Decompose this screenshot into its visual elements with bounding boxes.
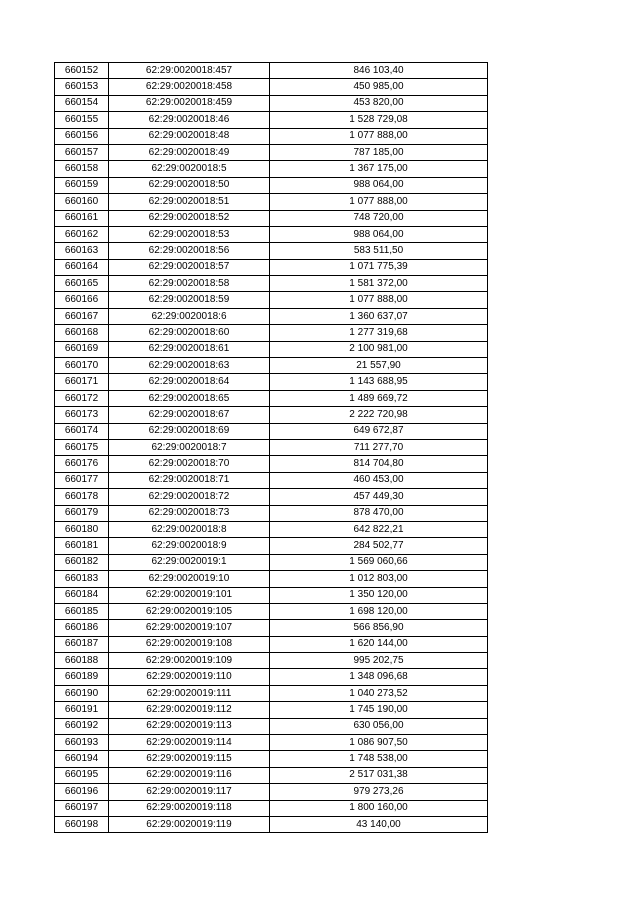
cadastral-number-cell: 62:29:0020018:69: [109, 423, 270, 439]
cadastral-number-cell: 62:29:0020018:61: [109, 341, 270, 357]
row-number-cell: 660196: [55, 784, 109, 800]
row-number-cell: 660154: [55, 95, 109, 111]
cadastral-number-cell: 62:29:0020019:10: [109, 571, 270, 587]
cadastral-value-cell: 979 273,26: [270, 784, 488, 800]
cadastral-number-cell: 62:29:0020018:65: [109, 390, 270, 406]
table-row: [55, 95, 488, 111]
cadastral-number-cell: 62:29:0020019:108: [109, 636, 270, 652]
table-row: [55, 718, 488, 734]
cadastral-value-cell: 649 672,87: [270, 423, 488, 439]
cadastral-value-cell: 988 064,00: [270, 226, 488, 242]
cadastral-value-cell: 1 698 120,00: [270, 603, 488, 619]
row-number-cell: 660181: [55, 538, 109, 554]
row-number-cell: 660157: [55, 144, 109, 160]
row-number-cell: 660182: [55, 554, 109, 570]
table-row: [55, 735, 488, 751]
table-row: [55, 620, 488, 636]
cadastral-value-cell: 453 820,00: [270, 95, 488, 111]
table-row: [55, 358, 488, 374]
row-number-cell: 660184: [55, 587, 109, 603]
cadastral-number-cell: 62:29:0020019:107: [109, 620, 270, 636]
row-number-cell: 660160: [55, 194, 109, 210]
cadastral-value-cell: 1 077 888,00: [270, 194, 488, 210]
cadastral-value-cell: 284 502,77: [270, 538, 488, 554]
row-number-cell: 660190: [55, 685, 109, 701]
cadastral-value-cell: 1 489 669,72: [270, 390, 488, 406]
row-number-cell: 660187: [55, 636, 109, 652]
cadastral-value-cell: 642 822,21: [270, 521, 488, 537]
table-row: [55, 210, 488, 226]
row-number-cell: 660168: [55, 325, 109, 341]
cadastral-number-cell: 62:29:0020019:113: [109, 718, 270, 734]
row-number-cell: 660164: [55, 259, 109, 275]
cadastral-number-cell: 62:29:0020019:110: [109, 669, 270, 685]
cadastral-number-cell: 62:29:0020019:116: [109, 767, 270, 783]
cadastral-number-cell: 62:29:0020018:8: [109, 521, 270, 537]
row-number-cell: 660161: [55, 210, 109, 226]
cadastral-number-cell: 62:29:0020019:117: [109, 784, 270, 800]
cadastral-number-cell: 62:29:0020018:457: [109, 63, 270, 79]
row-number-cell: 660192: [55, 718, 109, 734]
cadastral-number-cell: 62:29:0020019:109: [109, 653, 270, 669]
table-row: [55, 177, 488, 193]
cadastral-value-cell: 2 517 031,38: [270, 767, 488, 783]
table-row: [55, 816, 488, 832]
cadastral-number-cell: 62:29:0020019:119: [109, 816, 270, 832]
cadastral-number-cell: 62:29:0020019:1: [109, 554, 270, 570]
row-number-cell: 660169: [55, 341, 109, 357]
row-number-cell: 660177: [55, 472, 109, 488]
table-row: [55, 128, 488, 144]
table-row: [55, 390, 488, 406]
row-number-cell: 660183: [55, 571, 109, 587]
row-number-cell: 660153: [55, 79, 109, 95]
table-row: [55, 489, 488, 505]
table-row: [55, 112, 488, 128]
row-number-cell: 660175: [55, 439, 109, 455]
row-number-cell: 660174: [55, 423, 109, 439]
row-number-cell: 660186: [55, 620, 109, 636]
row-number-cell: 660185: [55, 603, 109, 619]
cadastral-number-cell: 62:29:0020019:118: [109, 800, 270, 816]
table-row: [55, 325, 488, 341]
cadastral-value-cell: 846 103,40: [270, 63, 488, 79]
cadastral-value-cell: 2 222 720,98: [270, 407, 488, 423]
cadastral-number-cell: 62:29:0020018:57: [109, 259, 270, 275]
cadastral-value-cell: 814 704,80: [270, 456, 488, 472]
row-number-cell: 660176: [55, 456, 109, 472]
cadastral-number-cell: 62:29:0020018:72: [109, 489, 270, 505]
cadastral-number-cell: 62:29:0020018:63: [109, 358, 270, 374]
table-row: [55, 439, 488, 455]
cadastral-number-cell: 62:29:0020018:58: [109, 276, 270, 292]
table-row: [55, 144, 488, 160]
cadastral-value-cell: 1 360 637,07: [270, 308, 488, 324]
table-row: [55, 423, 488, 439]
row-number-cell: 660158: [55, 161, 109, 177]
cadastral-number-cell: 62:29:0020018:50: [109, 177, 270, 193]
cadastral-number-cell: 62:29:0020018:48: [109, 128, 270, 144]
row-number-cell: 660156: [55, 128, 109, 144]
cadastral-value-cell: 1 350 120,00: [270, 587, 488, 603]
row-number-cell: 660188: [55, 653, 109, 669]
cadastral-value-cell: 460 453,00: [270, 472, 488, 488]
cadastral-value-cell: 1 528 729,08: [270, 112, 488, 128]
table-row: [55, 603, 488, 619]
row-number-cell: 660159: [55, 177, 109, 193]
row-number-cell: 660191: [55, 702, 109, 718]
cadastral-number-cell: 62:29:0020018:56: [109, 243, 270, 259]
cadastral-number-cell: 62:29:0020018:7: [109, 439, 270, 455]
row-number-cell: 660171: [55, 374, 109, 390]
cadastral-number-cell: 62:29:0020018:70: [109, 456, 270, 472]
table-row: [55, 292, 488, 308]
cadastral-value-cell: 457 449,30: [270, 489, 488, 505]
cadastral-value-cell: 43 140,00: [270, 816, 488, 832]
cadastral-value-cell: 2 100 981,00: [270, 341, 488, 357]
row-number-cell: 660172: [55, 390, 109, 406]
table-row: [55, 276, 488, 292]
row-number-cell: 660178: [55, 489, 109, 505]
cadastral-number-cell: 62:29:0020018:53: [109, 226, 270, 242]
table-row: [55, 587, 488, 603]
cadastral-value-cell: 711 277,70: [270, 439, 488, 455]
cadastral-number-cell: 62:29:0020019:114: [109, 735, 270, 751]
cadastral-value-cell: 1 620 144,00: [270, 636, 488, 652]
table-row: [55, 243, 488, 259]
cadastral-number-cell: 62:29:0020019:101: [109, 587, 270, 603]
table-row: [55, 751, 488, 767]
cadastral-number-cell: 62:29:0020018:458: [109, 79, 270, 95]
cadastral-value-cell: 21 557,90: [270, 358, 488, 374]
cadastral-number-cell: 62:29:0020018:459: [109, 95, 270, 111]
row-number-cell: 660163: [55, 243, 109, 259]
cadastral-number-cell: 62:29:0020018:5: [109, 161, 270, 177]
row-number-cell: 660180: [55, 521, 109, 537]
table-row: [55, 669, 488, 685]
cadastral-value-cell: 1 040 273,52: [270, 685, 488, 701]
row-number-cell: 660166: [55, 292, 109, 308]
table-row: [55, 505, 488, 521]
cadastral-value-table: [54, 62, 488, 833]
table-row: [55, 685, 488, 701]
table-row: [55, 767, 488, 783]
cadastral-value-cell: 1 143 688,95: [270, 374, 488, 390]
cadastral-value-cell: 450 985,00: [270, 79, 488, 95]
table-row: [55, 800, 488, 816]
cadastral-value-cell: 1 367 175,00: [270, 161, 488, 177]
table-row: [55, 308, 488, 324]
cadastral-value-cell: 1 569 060,66: [270, 554, 488, 570]
cadastral-value-cell: 748 720,00: [270, 210, 488, 226]
cadastral-value-cell: 995 202,75: [270, 653, 488, 669]
cadastral-value-cell: 1 581 372,00: [270, 276, 488, 292]
table-row: [55, 554, 488, 570]
table-row: [55, 784, 488, 800]
row-number-cell: 660194: [55, 751, 109, 767]
table-row: [55, 407, 488, 423]
table-row: [55, 79, 488, 95]
cadastral-number-cell: 62:29:0020018:49: [109, 144, 270, 160]
cadastral-number-cell: 62:29:0020018:73: [109, 505, 270, 521]
row-number-cell: 660193: [55, 735, 109, 751]
cadastral-number-cell: 62:29:0020018:46: [109, 112, 270, 128]
row-number-cell: 660198: [55, 816, 109, 832]
cadastral-number-cell: 62:29:0020019:115: [109, 751, 270, 767]
cadastral-value-cell: 1 748 538,00: [270, 751, 488, 767]
cadastral-number-cell: 62:29:0020019:111: [109, 685, 270, 701]
table-row: [55, 341, 488, 357]
cadastral-number-cell: 62:29:0020018:67: [109, 407, 270, 423]
cadastral-value-cell: 1 745 190,00: [270, 702, 488, 718]
cadastral-value-cell: 1 086 907,50: [270, 735, 488, 751]
table-row: [55, 161, 488, 177]
cadastral-value-cell: 1 077 888,00: [270, 292, 488, 308]
cadastral-number-cell: 62:29:0020018:51: [109, 194, 270, 210]
table-row: [55, 636, 488, 652]
cadastral-number-cell: 62:29:0020018:6: [109, 308, 270, 324]
cadastral-value-cell: 1 071 775,39: [270, 259, 488, 275]
table-row: [55, 653, 488, 669]
cadastral-value-cell: 583 511,50: [270, 243, 488, 259]
table-row: [55, 226, 488, 242]
table-row: [55, 259, 488, 275]
cadastral-value-cell: 1 348 096,68: [270, 669, 488, 685]
row-number-cell: 660165: [55, 276, 109, 292]
cadastral-value-cell: 630 056,00: [270, 718, 488, 734]
table-row: [55, 538, 488, 554]
table-row: [55, 194, 488, 210]
row-number-cell: 660195: [55, 767, 109, 783]
cadastral-value-cell: 566 856,90: [270, 620, 488, 636]
cadastral-number-cell: 62:29:0020018:52: [109, 210, 270, 226]
row-number-cell: 660152: [55, 63, 109, 79]
table-row: [55, 702, 488, 718]
row-number-cell: 660189: [55, 669, 109, 685]
cadastral-value-cell: 1 277 319,68: [270, 325, 488, 341]
row-number-cell: 660167: [55, 308, 109, 324]
cadastral-value-cell: 988 064,00: [270, 177, 488, 193]
cadastral-number-cell: 62:29:0020019:105: [109, 603, 270, 619]
cadastral-value-cell: 1 077 888,00: [270, 128, 488, 144]
table-row: [55, 456, 488, 472]
cadastral-number-cell: 62:29:0020018:71: [109, 472, 270, 488]
row-number-cell: 660155: [55, 112, 109, 128]
cadastral-value-cell: 878 470,00: [270, 505, 488, 521]
table-row: [55, 472, 488, 488]
table-row: [55, 63, 488, 79]
table-row: [55, 374, 488, 390]
cadastral-number-cell: 62:29:0020019:112: [109, 702, 270, 718]
cadastral-number-cell: 62:29:0020018:59: [109, 292, 270, 308]
cadastral-value-cell: 1 800 160,00: [270, 800, 488, 816]
cadastral-value-cell: 787 185,00: [270, 144, 488, 160]
row-number-cell: 660197: [55, 800, 109, 816]
row-number-cell: 660170: [55, 358, 109, 374]
row-number-cell: 660173: [55, 407, 109, 423]
cadastral-number-cell: 62:29:0020018:60: [109, 325, 270, 341]
row-number-cell: 660179: [55, 505, 109, 521]
table-row: [55, 521, 488, 537]
table-row: [55, 571, 488, 587]
cadastral-value-cell: 1 012 803,00: [270, 571, 488, 587]
cadastral-number-cell: 62:29:0020018:9: [109, 538, 270, 554]
row-number-cell: 660162: [55, 226, 109, 242]
cadastral-number-cell: 62:29:0020018:64: [109, 374, 270, 390]
table-body: [55, 63, 488, 833]
